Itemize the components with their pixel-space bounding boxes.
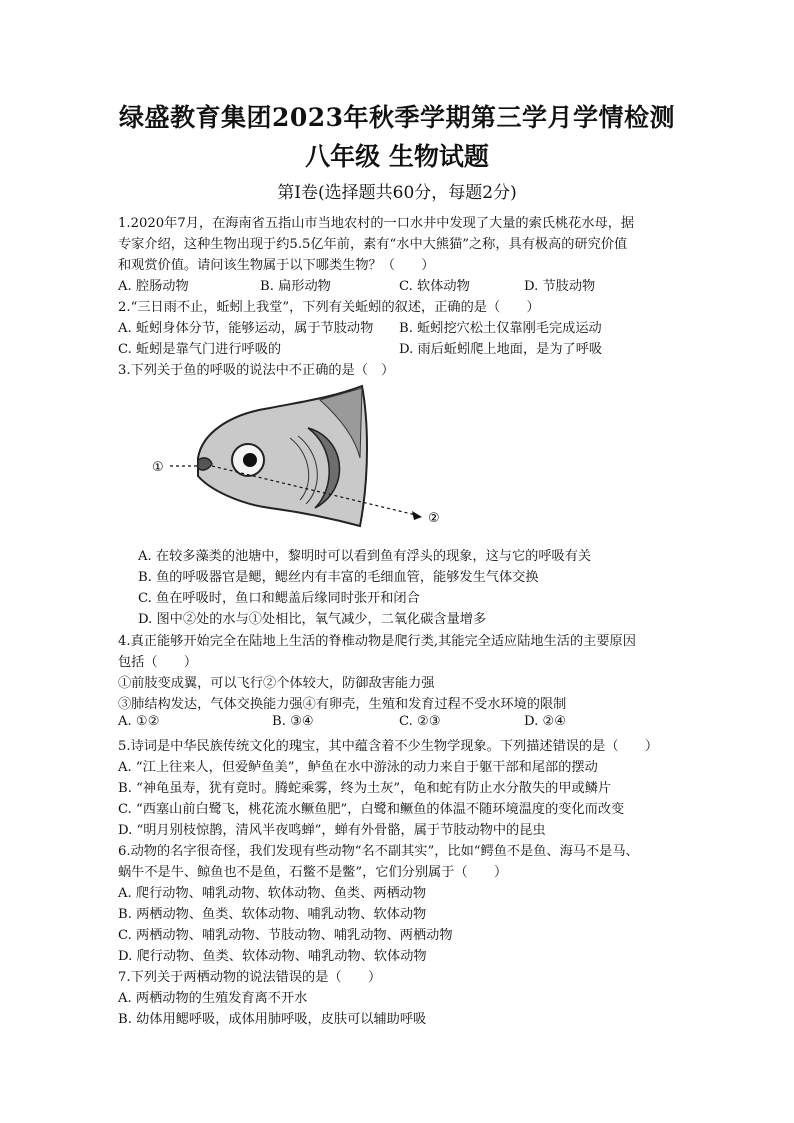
q4-option-d: D. ②④ (524, 714, 567, 729)
q5-option-d: D. “明月别枝惊鹊，清风半夜鸣蝉”，蝉有外骨骼，属于节肢动物中的昆虫 (118, 823, 546, 838)
water-flow-arrowhead (412, 511, 422, 520)
q1-option-d: D. 节肢动物 (524, 279, 596, 294)
section-heading: 第Ⅰ卷(选择题共60分，每题2分) (277, 183, 517, 203)
q7-stem: 7.下列关于两栖动物的说法错误的是（ ） (118, 970, 382, 985)
q1-stem-line: 和观赏价值。请问该生物属于以下哪类生物？（ ） (118, 258, 435, 273)
q6-option-d: D. 爬行动物、鱼类、软体动物、哺乳动物、软体动物 (118, 949, 427, 964)
q6-stem-line: 6.动物的名字很奇怪，我们发现有些动物“名不副其实”，比如“鳄鱼不是鱼、海马不是马、 (118, 844, 639, 859)
fish-gill-figure (140, 378, 460, 528)
label-2: ② (428, 511, 440, 526)
q1-stem-line: 1.2020年7月，在海南省五指山市当地农村的一口水井中发现了大量的索氏桃花水母，据 (118, 216, 635, 231)
label-1: ① (152, 460, 164, 475)
q3-option-c: C. 鱼在呼吸时，鱼口和鳃盖后缘同时张开和闭合 (138, 591, 420, 606)
q3-stem: 3.下列关于鱼的呼吸的说法中不正确的是（ ） (118, 363, 395, 378)
q4-option-c: C. ②③ (399, 714, 441, 729)
q3-option-a: A. 在较多藻类的池塘中，黎明时可以看到鱼有浮头的现象，这与它的呼吸有关 (138, 549, 592, 564)
q1-option-a: A. 腔肠动物 (118, 279, 189, 294)
q6-stem-line: 蜗牛不是牛、鲸鱼也不是鱼，石鳖不是鳖”，它们分别属于（ ） (118, 865, 508, 880)
q6-option-a: A. 爬行动物、哺乳动物、软体动物、鱼类、两栖动物 (118, 886, 427, 901)
q4-statement: ③肺结构发达，气体交换能力强④有卵壳，生殖和发育过程不受水环境的限制 (118, 697, 567, 712)
q2-option-d: D. 雨后蚯蚓爬上地面，是为了呼吸 (399, 342, 603, 357)
q4-option-b: B. ③④ (272, 714, 314, 729)
q2-option-b: B. 蚯蚓挖穴松土仅靠刚毛完成运动 (399, 321, 602, 336)
q5-option-b: B. “神龟虽寿，犹有竟时。腾蛇乘雾，终为土灰”，龟和蛇有防止水分散失的甲或鳞片 (118, 781, 612, 796)
q6-option-b: B. 两栖动物、鱼类、软体动物、哺乳动物、软体动物 (118, 907, 427, 922)
exam-title: 绿盛教育集团2023年秋季学期第三学月学情检测 (118, 103, 676, 132)
fish-pupil (243, 453, 257, 467)
q4-stem-line: 包括（ ） (118, 655, 198, 670)
q4-option-a: A. ①② (118, 714, 160, 729)
q3-option-d: D. 图中②处的水与①处相比，氧气减少，二氧化碳含量增多 (138, 612, 487, 627)
q5-stem: 5.诗词是中华民族传统文化的瑰宝，其中蕴含着不少生物学现象。下列描述错误的是（ ） (118, 739, 659, 754)
q5-option-a: A. “江上往来人，但爱鲈鱼美”，鲈鱼在水中游泳的动力来自于躯干部和尾部的摆动 (118, 760, 598, 775)
q6-option-c: C. 两栖动物、哺乳动物、节肢动物、哺乳动物、两栖动物 (118, 928, 453, 943)
q4-stem-line: 4.真正能够开始完全在陆地上生活的脊椎动物是爬行类,其能完全适应陆地生活的主要原因 (118, 634, 636, 649)
exam-subtitle: 八年级 生物试题 (305, 142, 489, 171)
q1-stem-line: 专家介绍，这种生物出现于约5.5亿年前，素有“水中大熊猫”之称，具有极高的研究价值 (118, 237, 628, 252)
q5-option-c: C. “西塞山前白鹭飞，桃花流水鳜鱼肥”，白鹭和鳜鱼的体温不随环境温度的变化而改变 (118, 802, 625, 817)
q7-option-a: A. 两栖动物的生殖发育离不开水 (118, 991, 308, 1006)
q1-option-b: B. 扁形动物 (260, 279, 331, 294)
q2-option-c: C. 蚯蚓是靠气门进行呼吸的 (118, 342, 282, 357)
q4-statement: ①前肢变成翼，可以飞行②个体较大，防御敌害能力强 (118, 676, 435, 691)
q3-option-b: B. 鱼的呼吸器官是鳃，鳃丝内有丰富的毛细血管，能够发生气体交换 (138, 570, 539, 585)
q2-option-a: A. 蚯蚓身体分节，能够运动，属于节肢动物 (118, 321, 374, 336)
q1-option-c: C. 软体动物 (399, 279, 470, 294)
q2-stem: 2.“三日雨不止，蚯蚓上我堂”，下列有关蚯蚓的叙述，正确的是（ ） (118, 300, 540, 315)
q7-option-b: B. 幼体用鳃呼吸，成体用肺呼吸，皮肤可以辅助呼吸 (118, 1012, 427, 1027)
